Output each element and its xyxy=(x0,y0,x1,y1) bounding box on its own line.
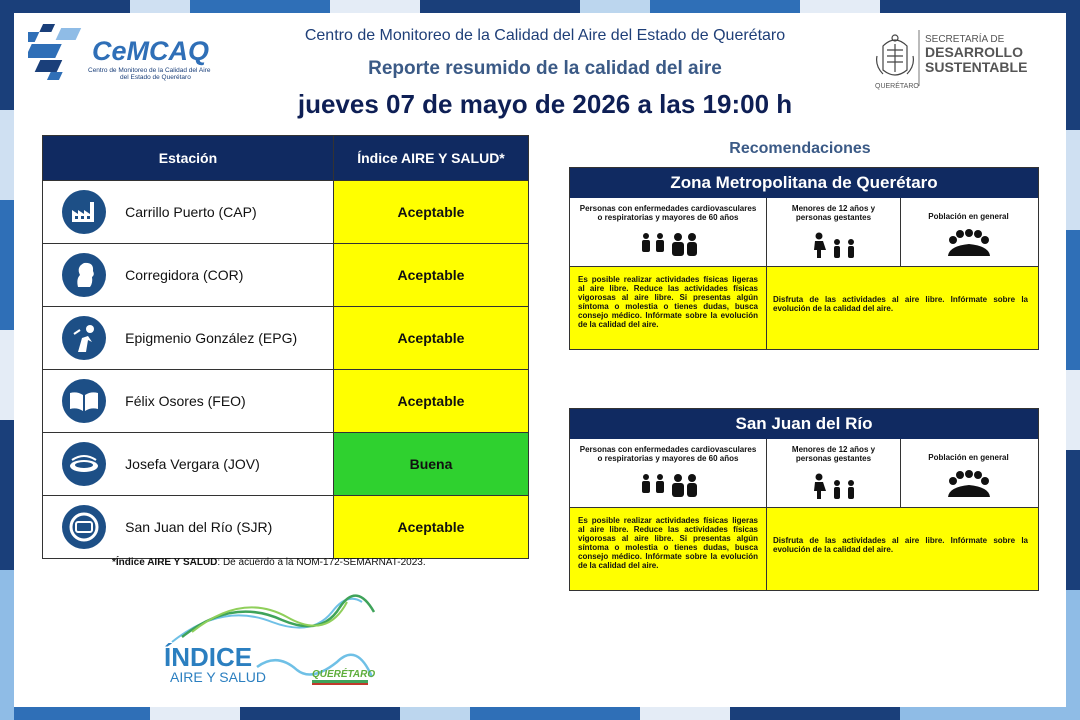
station-name: Carrillo Puerto (CAP) xyxy=(124,181,333,244)
svg-text:Centro de Monitoreo de la Cali: Centro de Monitoreo de la Calidad del Aire xyxy=(88,67,211,74)
station-name: Corregidora (COR) xyxy=(124,244,333,307)
station-name: Epigmenio González (EPG) xyxy=(124,307,333,370)
svg-text:DESARROLLO: DESARROLLO xyxy=(925,44,1023,60)
profile-head-icon xyxy=(62,253,106,297)
factory-icon xyxy=(62,190,106,234)
station-index: Aceptable xyxy=(333,181,528,244)
svg-text:QUERÉTARO: QUERÉTARO xyxy=(875,83,919,90)
station-index: Buena xyxy=(333,433,528,496)
stadium-icon xyxy=(62,442,106,486)
recommendation-row xyxy=(570,507,1038,590)
children-pregnant-icon xyxy=(767,473,900,501)
station-name: Félix Osores (FEO) xyxy=(124,370,333,433)
general-recommendation: Disfruta de las actividades al aire libre. Infórmate sobre la evolución de la calidad del aire. xyxy=(773,536,1028,554)
stations-table xyxy=(42,135,529,559)
group-general: Población en general xyxy=(901,439,1036,507)
report-title: Reporte resumido de la calidad del aire xyxy=(368,58,722,79)
table-row xyxy=(43,370,529,433)
sds-logo xyxy=(873,26,1048,92)
svg-text:del Estado de Querétaro: del Estado de Querétaro xyxy=(120,74,191,81)
zone-title: San Juan del Río xyxy=(570,409,1038,439)
group-sensitive: Personas con enfermedades cardiovasculares o respiratorias y mayores de 60 años xyxy=(570,198,767,266)
svg-text:SECRETARÍA DE: SECRETARÍA DE xyxy=(925,34,1005,45)
station-index: Aceptable xyxy=(333,307,528,370)
indice-aire-salud-logo xyxy=(162,582,387,692)
group-children: Menores de 12 años y personas gestantes xyxy=(767,439,901,507)
station-index: Aceptable xyxy=(333,244,528,307)
index-column-header: Índice AIRE Y SALUD* xyxy=(333,136,528,181)
zone-title: Zona Metropolitana de Querétaro xyxy=(570,168,1038,198)
station-name: Josefa Vergara (JOV) xyxy=(124,433,333,496)
indice-wordmark: ÍNDICE xyxy=(164,642,253,672)
sensitive-recommendation: Es posible realizar actividades físicas ligeras al aire libre. Reduce las actividades físicas vigorosas al aire libre. Si presentas algún síntoma o molestia o tienes dudas, busca consejo médico. Infórmate sobre la evolución de la calidad del aire. xyxy=(570,267,767,349)
org-line: Centro de Monitoreo de la Calidad del Aire del Estado de Querétaro xyxy=(304,27,786,44)
station-column-header: Estación xyxy=(43,136,334,181)
svg-text:AIRE Y SALUD: AIRE Y SALUD xyxy=(170,669,266,685)
group-children: Menores de 12 años y personas gestantes xyxy=(767,198,901,266)
open-book-icon xyxy=(62,379,106,423)
table-row xyxy=(43,181,529,244)
sensitive-people-icon xyxy=(570,473,766,501)
table-row xyxy=(43,433,529,496)
speaker-figure-icon xyxy=(62,316,106,360)
station-index: Aceptable xyxy=(333,496,528,559)
station-name: San Juan del Río (SJR) xyxy=(124,496,333,559)
table-row xyxy=(43,244,529,307)
sensitive-recommendation: Es posible realizar actividades físicas ligeras al aire libre. Reduce las actividades físicas vigorosas al aire libre. Si presentas algún síntoma o molestia o tienes dudas, busca consejo médico. Infórmate sobre la evolución de la calidad del aire. xyxy=(570,508,767,590)
group-sensitive: Personas con enfermedades cardiovasculares o respiratorias y mayores de 60 años xyxy=(570,439,767,507)
general-recommendation: Disfruta de las actividades al aire libre. Infórmate sobre la evolución de la calidad del aire. xyxy=(773,295,1028,313)
group-general: Población en general xyxy=(901,198,1036,266)
crowd-icon xyxy=(901,228,1036,260)
table-row xyxy=(43,496,529,559)
crowd-icon xyxy=(901,469,1036,501)
emblem-icon xyxy=(62,505,106,549)
children-pregnant-icon xyxy=(767,232,900,260)
report-datetime: jueves 07 de mayo de 2026 a las 19:00 h xyxy=(297,89,793,119)
cemcaq-wordmark: CeMCAQ xyxy=(92,36,210,66)
recommendation-row xyxy=(570,266,1038,349)
station-index: Aceptable xyxy=(333,370,528,433)
zone-card xyxy=(569,167,1039,350)
recommendations-heading: Recomendaciones xyxy=(729,140,871,157)
table-row xyxy=(43,307,529,370)
svg-text:QUERÉTARO: QUERÉTARO xyxy=(312,669,376,680)
index-footnote: *Índice AIRE Y SALUD: De acuerdo a la NOM-172-SEMARNAT-2023. xyxy=(112,557,426,568)
sensitive-people-icon xyxy=(570,232,766,260)
state-seal-icon xyxy=(877,35,914,75)
svg-text:SUSTENTABLE: SUSTENTABLE xyxy=(925,59,1028,75)
zone-card xyxy=(569,408,1039,591)
